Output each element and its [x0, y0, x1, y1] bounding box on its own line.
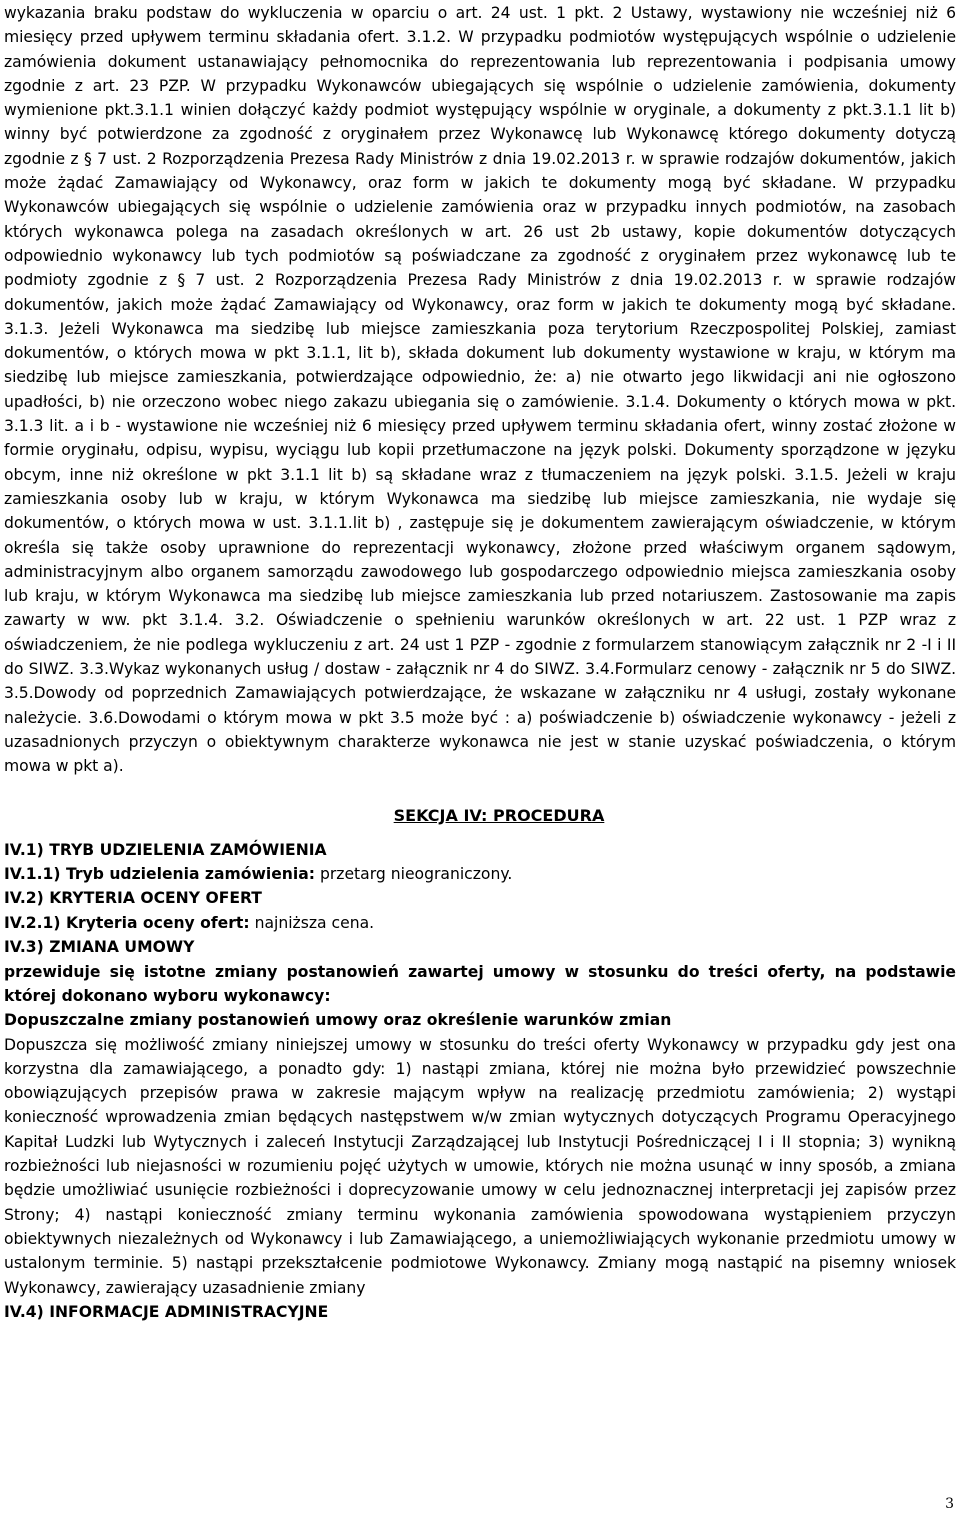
- section-title: SEKCJA IV: PROCEDURA: [393, 805, 605, 825]
- label-iv11: IV.1.1) Tryb udzielenia zamówienia:: [4, 864, 316, 883]
- value-iv11: przetarg nieograniczony.: [315, 864, 513, 883]
- heading-iv4: IV.4) INFORMACJE ADMINISTRACYJNE: [4, 1302, 329, 1321]
- value-iv21: najniższa cena.: [249, 913, 375, 932]
- page-number: 3: [945, 1496, 954, 1512]
- paragraph-contract-changes: Dopuszcza się możliwość zmiany niniejszej umowy w stosunku do treści oferty Wykonawcy w przypadku gdy jest ona korzystna dla zamawiającego, a ponadto gdy: 1) nastąpi zmiana, której nie można było przewidzieć powszechnie obowiązujących przepisów prawa w zakresie mającym wpływ na realizację przedmiotu zamówienia; 2) wystąpi konieczność wprowadzenia zmian będących następstwem w/w zmian wytycznych dotyczących Programu Operacyjnego Kapitał Ludzki lub Wytycznych i zaleceń Instytucji Zarządzającej lub Instytucji Pośredniczącej I i II stopnia; 3) wynikną rozbieżności lub niejasności w rozumieniu pojęć użytych w umowie, których nie można usunąć w inny sposób, a zmiana będzie umożliwiać usunięcie rozbieżności i doprecyzowanie umowy w celu jednoznacznej interpretacji jej zapisów przez Strony; 4) nastąpi konieczność zmiany terminu wykonania zamówienia spowodowana wystąpieniem przyczyn obiektywnych niezależnych od Wykonawcy i lub Zamawiającego, a uniemożliwiających wykonanie przedmiotu umowy w ustalonym terminie. 5) nastąpi przekształcenie podmiotowe Wykonawcy. Zmiany mogą nastąpić na pisemny wniosek Wykonawcy, zawierający uzasadnienie zmiany: [4, 1035, 956, 1297]
- heading-iv2: IV.2) KRYTERIA OCENY OFERT: [4, 889, 262, 908]
- line-iv11: [4, 862, 956, 886]
- paragraph-documents-requirements: wykazania braku podstaw do wykluczenia w oparciu o art. 24 ust. 1 pkt. 2 Ustawy, wystawiony nie wcześniej niż 6 miesięcy przed upływem terminu składania ofert. 3.1.2. W przypadku podmiotów występujących wspólnie o udzielenie zamówienia dokument ustanawiający pełnomocnika do reprezentowania lub reprezentowania i podpisania umowy zgodnie z art. 23 PZP. W przypadku Wykonawców ubiegających się wspólnie o udzielenie zamówienia, dokumenty wymienione pkt.3.1.1 winien dołączyć każdy podmiot występujący wspólnie w oryginale, a dokumenty z pkt.3.1.1 lit b) winny być potwierdzone za zgodność z oryginałem przez Wykonawcę lub Wykonawcę którego dokumenty dotyczą zgodnie z § 7 ust. 2 Rozporządzenia Prezesa Rady Ministrów z dnia 19.02.2013 r. w sprawie rodzajów dokumentów, jakich może żądać Zamawiający od Wykonawcy, oraz form w jakich te dokumenty mogą być składane. W przypadku Wykonawców ubiegających się wspólnie o udzielenie zamówienia oraz w przypadku innych podmiotów, na zasobach których wykonawca polega na zasadach określonych w art. 26 ust 2b ustawy, kopie dokumentów dotyczących odpowiednio wykonawcy lub tych podmiotów są poświadczane za zgodność z oryginałem przez wykonawcę lub te podmioty zgodnie z § 7 ust. 2 Rozporządzenia Prezesa Rady Ministrów z dnia 19.02.2013 r. w sprawie rodzajów dokumentów, jakich może żądać Zamawiający od Wykonawcy, oraz form w jakich te dokumenty mogą być składane. 3.1.3. Jeżeli Wykonawca ma siedzibę lub miejsce zamieszkania poza terytorium Rzeczpospolitej Polskiej, zamiast dokumentów, o których mowa w pkt 3.1.1, lit b), składa dokument lub dokumenty wystawione w kraju, w którym ma siedzibę lub miejsce zamieszkania, potwierdzające odpowiednio, że: a) nie otwarto jego likwidacji ani nie ogłoszono upadłości, b) nie orzeczono wobec niego zakazu ubiegania się o zamówienie. 3.1.4. Dokumenty o których mowa w pkt. 3.1.3 lit. a i b - wystawione nie wcześniej niż 6 miesięcy przed upływem terminu składania ofert, winny zostać złożone w formie oryginału, odpisu, wypisu, wyciągu lub kopii przetłumaczone na język polski. Dokumenty sporządzone w języku obcym, inne niż określone w pkt 3.1.1 lit b) są składane wraz z tłumaczeniem na język polski. 3.1.5. Jeżeli w kraju zamieszkania osoby lub w kraju, w którym Wykonawca ma siedzibę lub miejsce zamieszkania, nie wydaje się dokumentów, o których mowa w ust. 3.1.1.lit b) , zastępuje się je dokumentem zawierającym oświadczenie, w którym określa się także osoby uprawnione do reprezentacji wykonawcy, złożone przed właściwym organem sądowym, administracyjnym albo organem samorządu zawodowego lub gospodarczego odpowiednio miejsca zamieszkania osoby lub kraju, w którym Wykonawca ma siedzibę lub miejsce zamieszkania lub przed notariuszem. Zastosowanie ma zapis zawarty w ww. pkt 3.1.4. 3.2. Oświadczenie o spełnieniu warunków określonych w art. 22 ust. 1 PZP wraz z oświadczeniem, że nie podlega wykluczeniu z art. 24 ust 1 PZP - zgodnie z formularzem stanowiącym załącznik nr 2 -I i II do SIWZ. 3.3.Wykaz wykonanych usług / dostaw - załącznik nr 4 do SIWZ. 3.4.Formularz cenowy - załącznik nr 5 do SIWZ. 3.5.Dowody od poprzednich Zamawiających potwierdzające, że wskazane w załączniku nr 4 usługi, zostały wykonane należycie. 3.6.Dowodami o którym mowa w pkt 3.5 może być : a) poświadczenie b) oświadczenie wykonawcy - jeżeli z uzasadnionych przyczyn o obiektywnym charakterze wykonawca nie jest w stanie uzyskać poświadczenia, o którym mowa w pkt a).: [4, 4, 956, 776]
- heading-iv1: IV.1) TRYB UDZIELENIA ZAMÓWIENIA: [4, 840, 327, 859]
- label-iv21: IV.2.1) Kryteria oceny ofert:: [4, 913, 250, 932]
- iv3-subheading: Dopuszczalne zmiany postanowień umowy oraz określenie warunków zmian: [4, 1011, 672, 1030]
- line-iv21: [4, 911, 956, 935]
- heading-iv3: IV.3) ZMIANA UMOWY: [4, 938, 195, 957]
- iv3-statement: przewiduje się istotne zmiany postanowień zawartej umowy w stosunku do treści oferty, na podstawie której dokonano wyboru wykonawcy:: [4, 962, 956, 1005]
- document-page: [4, 0, 956, 1324]
